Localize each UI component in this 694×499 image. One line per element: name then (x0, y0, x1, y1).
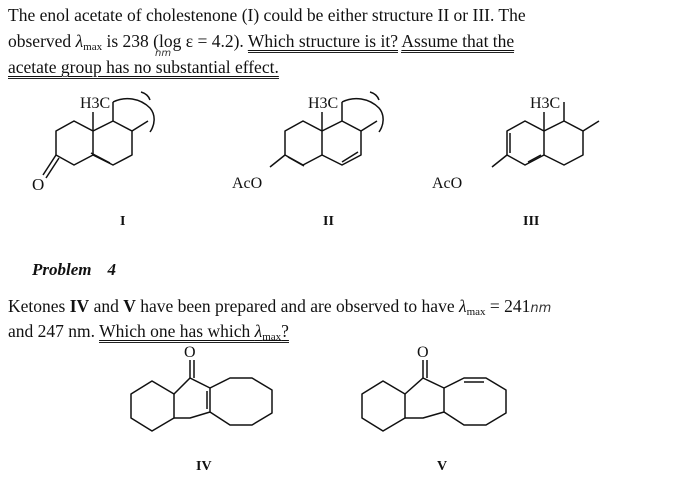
max-subscript: max (262, 331, 282, 343)
problem3-assume: Assume that the (401, 31, 515, 51)
ketone-ref-IV: IV (69, 296, 90, 316)
problem4-line1 (8, 295, 551, 323)
problem4-line1-prefix: Ketones (8, 296, 70, 316)
ketone-o-label-IV: O (184, 344, 196, 361)
ketone-o-label-I: O (32, 175, 45, 194)
lambda-symbol: λ (254, 321, 263, 341)
structure-I (32, 92, 154, 229)
problem4-line1-middle: have been prepared and are observed to have (135, 296, 459, 316)
lambda-symbol: λ (75, 31, 84, 51)
problem3-line2-prefix: observed (8, 31, 76, 51)
max-subscript: max (83, 41, 103, 53)
handwritten-nm-2: nm (530, 301, 552, 316)
problem4-line1-value: = 241 (485, 296, 531, 316)
ketone-ref-V: V (123, 296, 136, 316)
problem3-question: Which structure is it? (247, 31, 398, 51)
problem4-heading-word: Problem (32, 260, 92, 279)
problem4-question (99, 321, 289, 343)
problem4-and: and (89, 296, 124, 316)
problem4-question-text: Which one has which (99, 321, 255, 341)
ketone-label-IV: IV (196, 459, 212, 474)
aco-label-II: AcO (232, 175, 263, 192)
problem4-line2-prefix: and 247 nm. (8, 321, 100, 341)
problem4-line2 (8, 320, 289, 348)
structure-label-I: I (120, 214, 126, 229)
lambda-symbol: λ (458, 296, 467, 316)
ketone-label-V: V (437, 459, 448, 474)
problem4-question-mark: ? (281, 321, 289, 341)
methyl-label-III: H3C (530, 95, 561, 112)
problem3-line2-value: is 238 (log ε = 4.2). (102, 31, 248, 51)
methyl-label-II: H3C (308, 95, 339, 112)
aco-label-III: AcO (432, 175, 463, 192)
ketone-o-label-V: O (417, 344, 429, 361)
structure-III (432, 95, 599, 229)
structure-II (232, 92, 383, 229)
problem4-heading (32, 260, 116, 280)
problem3-line1-text: The enol acetate of cholestenone (I) could be either structure II or III. The (8, 5, 526, 25)
handwritten-nm-1: nm (155, 48, 172, 59)
ketone-V (362, 344, 506, 474)
max-subscript: max (466, 306, 486, 318)
problem3-line3-text: acetate group has no substantial effect. (8, 57, 279, 77)
methyl-label-I: H3C (80, 95, 111, 112)
structure-label-II: II (323, 214, 334, 229)
structure-label-III: III (523, 214, 540, 229)
ketone-IV (131, 344, 272, 474)
problem4-heading-number: 4 (107, 260, 116, 279)
